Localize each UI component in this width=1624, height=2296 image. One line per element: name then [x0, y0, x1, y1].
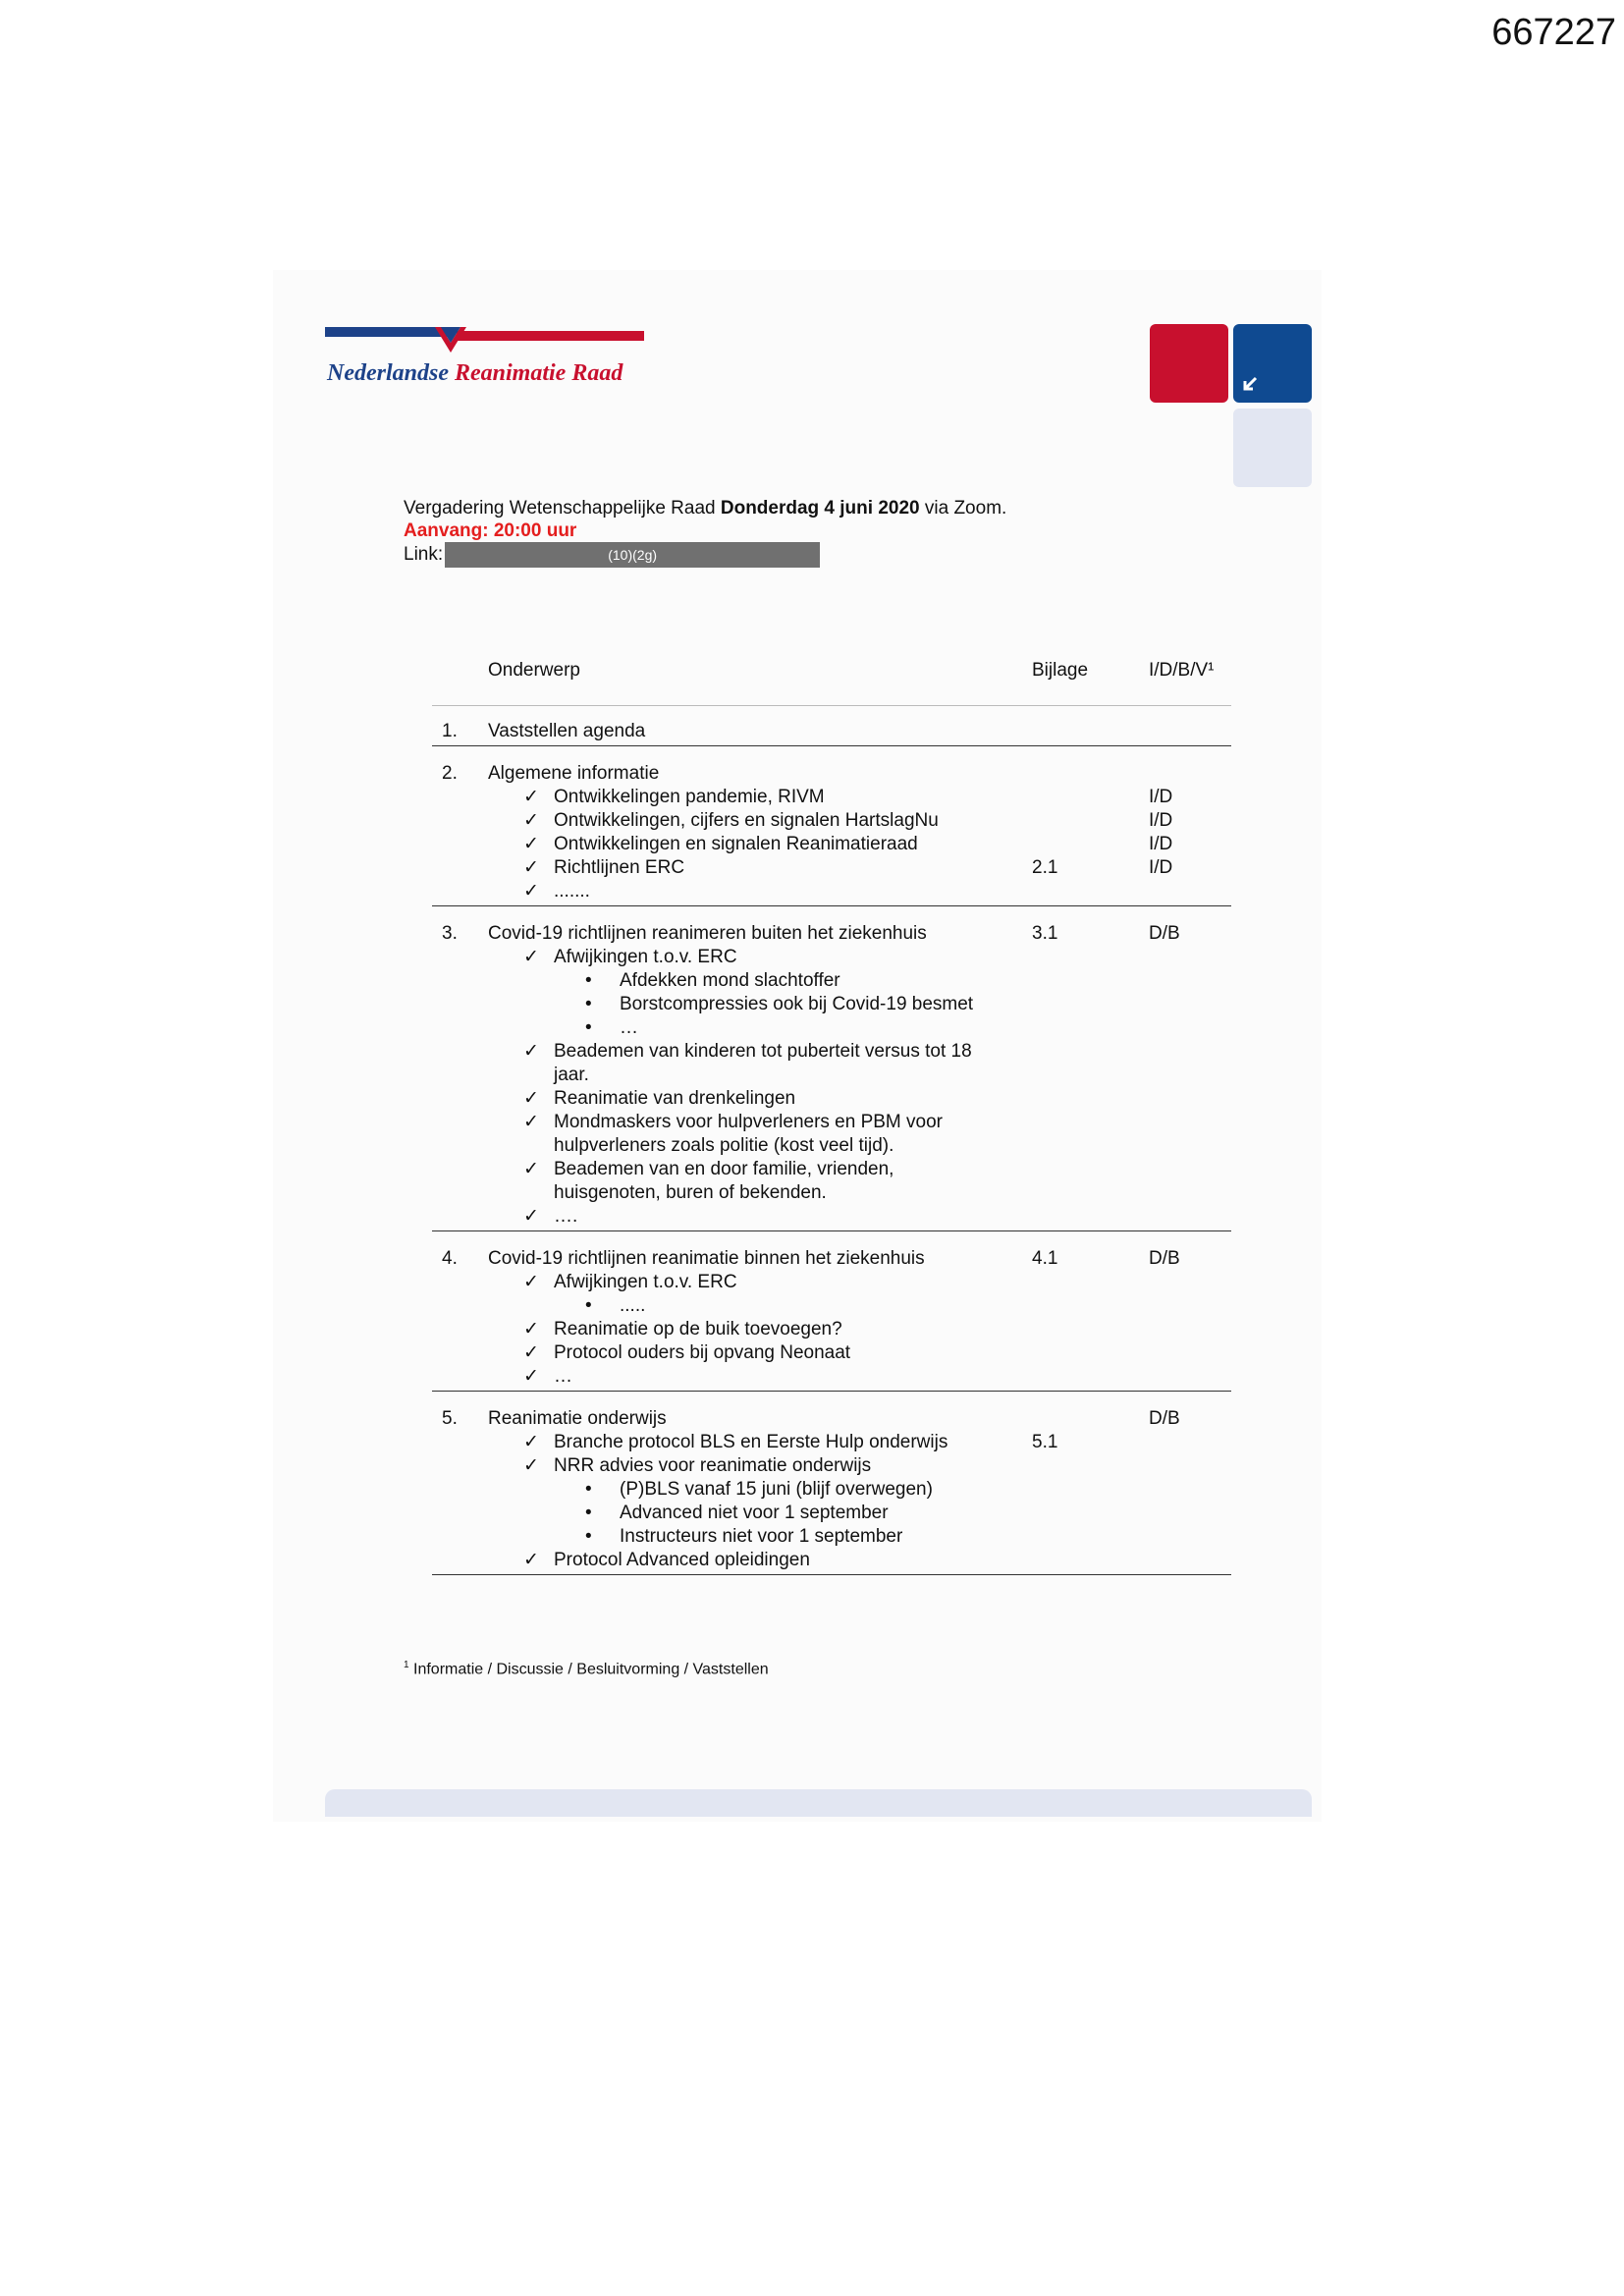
attachment-ref: 4.1	[1032, 1248, 1058, 1269]
agenda-row	[432, 856, 1231, 880]
agenda-row	[432, 1341, 1231, 1365]
agenda-subsubitem: Afdekken mond slachtoffer	[620, 970, 840, 991]
agenda-item-number: 2.	[442, 763, 458, 784]
agenda-subitem: Mondmaskers voor hulpverleners en PBM voor	[554, 1112, 944, 1132]
agenda-section	[432, 706, 1231, 746]
bullet-icon: •	[585, 994, 592, 1014]
item-code: I/D	[1149, 834, 1173, 854]
arrow-down-left-icon	[1239, 373, 1261, 395]
item-code: D/B	[1149, 1248, 1180, 1269]
agenda-item-title: Covid-19 richtlijnen reanimatie binnen het ziekenhuis	[488, 1248, 925, 1269]
agenda-row	[432, 1016, 1231, 1040]
attachment-ref: 3.1	[1032, 923, 1058, 944]
agenda-row	[432, 1478, 1231, 1502]
agenda-row	[432, 786, 1231, 809]
agenda-row	[432, 1205, 1231, 1229]
agenda-subitem: Branche protocol BLS en Eerste Hulp onderwijs	[554, 1432, 948, 1452]
check-icon: ✓	[523, 1112, 539, 1132]
meeting-link	[404, 542, 1006, 568]
agenda-item-number: 3.	[442, 923, 458, 944]
agenda-row	[432, 1431, 1231, 1454]
agenda-row	[432, 1365, 1231, 1389]
agenda-subitem: Ontwikkelingen, cijfers en signalen HartslagNu	[554, 810, 939, 831]
bullet-icon: •	[585, 1295, 592, 1316]
bullet-icon: •	[585, 1503, 592, 1523]
agenda-section	[432, 1231, 1231, 1392]
check-icon: ✓	[523, 1206, 539, 1227]
meeting-title-prefix: Vergadering Wetenschappelijke Raad	[404, 498, 721, 519]
agenda-row	[432, 1247, 1231, 1271]
agenda-subitem: jaar.	[554, 1065, 589, 1085]
agenda-subitem: hulpverleners zoals politie (kost veel tijd).	[554, 1135, 894, 1156]
agenda-row	[432, 1294, 1231, 1318]
agenda-subitem: Protocol Advanced opleidingen	[554, 1550, 810, 1570]
agenda-sections	[432, 706, 1231, 1575]
check-icon: ✓	[523, 1432, 539, 1452]
agenda-row	[432, 1502, 1231, 1525]
check-icon: ✓	[523, 787, 539, 807]
meeting-title-suffix: via Zoom.	[919, 498, 1007, 519]
agenda-row	[432, 969, 1231, 993]
meeting-info	[404, 497, 1006, 568]
redaction-box: (10)(2g)	[445, 542, 820, 568]
agenda-row	[432, 1525, 1231, 1549]
agenda-row	[432, 1407, 1231, 1431]
agenda-item-number: 5.	[442, 1408, 458, 1429]
agenda-row	[432, 833, 1231, 856]
footnote-marker: 1	[404, 1660, 409, 1670]
agenda-subitem: Afwijkingen t.o.v. ERC	[554, 1272, 737, 1292]
agenda-row	[432, 1087, 1231, 1111]
agenda-row	[432, 720, 1231, 743]
attachment-ref: 5.1	[1032, 1432, 1058, 1452]
agenda-item-number: 4.	[442, 1248, 458, 1269]
agenda-section	[432, 746, 1231, 906]
brand-square-pale	[1233, 409, 1312, 487]
agenda-row	[432, 1454, 1231, 1478]
meeting-title	[404, 497, 1006, 519]
check-icon: ✓	[523, 1272, 539, 1292]
agenda-subsubitem: Instructeurs niet voor 1 september	[620, 1526, 903, 1547]
meeting-date: Donderdag 4 juni 2020	[720, 498, 920, 519]
agenda-header	[432, 648, 1231, 706]
agenda-row	[432, 1181, 1231, 1205]
agenda-subitem: NRR advies voor reanimatie onderwijs	[554, 1455, 872, 1476]
agenda-subitem: Protocol ouders bij opvang Neonaat	[554, 1342, 851, 1363]
logo-text	[327, 360, 623, 387]
agenda-row	[432, 1318, 1231, 1341]
check-icon: ✓	[523, 810, 539, 831]
bullet-icon: •	[585, 1479, 592, 1500]
agenda-row	[432, 922, 1231, 946]
agenda-subitem: Beademen van kinderen tot puberteit versus tot 18	[554, 1041, 972, 1062]
check-icon: ✓	[523, 1455, 539, 1476]
check-icon: ✓	[523, 857, 539, 878]
agenda-subsubitem: .....	[620, 1295, 646, 1316]
item-code: I/D	[1149, 787, 1173, 807]
check-icon: ✓	[523, 1159, 539, 1179]
meeting-start-time: Aanvang: 20:00 uur	[404, 520, 577, 541]
agenda-section	[432, 1392, 1231, 1575]
item-code: D/B	[1149, 923, 1180, 944]
agenda-row	[432, 1158, 1231, 1181]
agenda-row	[432, 1134, 1231, 1158]
agenda-item-number: 1.	[442, 721, 458, 741]
agenda-subitem: Reanimatie op de buik toevoegen?	[554, 1319, 842, 1339]
agenda-subitem: Afwijkingen t.o.v. ERC	[554, 947, 737, 967]
agenda-subsubitem: Advanced niet voor 1 september	[620, 1503, 889, 1523]
check-icon: ✓	[523, 834, 539, 854]
agenda-subitem: huisgenoten, buren of bekenden.	[554, 1182, 827, 1203]
footnote-text: Informatie / Discussie / Besluitvorming / Vaststellen	[408, 1661, 769, 1678]
agenda-row	[432, 762, 1231, 786]
agenda-item-title: Vaststellen agenda	[488, 721, 646, 741]
agenda-table	[432, 648, 1231, 1575]
bullet-icon: •	[585, 1526, 592, 1547]
agenda-subitem: Ontwikkelingen pandemie, RIVM	[554, 787, 825, 807]
agenda-item-title: Algemene informatie	[488, 763, 660, 784]
heart-icon	[431, 323, 470, 362]
logo-text-blue: Nederlandse	[327, 360, 449, 386]
agenda-row	[432, 880, 1231, 903]
agenda-subitem: …	[554, 1366, 572, 1387]
agenda-subitem: Richtlijnen ERC	[554, 857, 685, 878]
agenda-subitem: Beademen van en door familie, vrienden,	[554, 1159, 894, 1179]
check-icon: ✓	[523, 1041, 539, 1062]
bullet-icon: •	[585, 1017, 592, 1038]
item-code: I/D	[1149, 857, 1173, 878]
agenda-row	[432, 946, 1231, 969]
agenda-row	[432, 1064, 1231, 1087]
footer-bar	[325, 1789, 1312, 1817]
check-icon: ✓	[523, 881, 539, 902]
agenda-subsubitem: (P)BLS vanaf 15 juni (blijf overwegen)	[620, 1479, 933, 1500]
link-label: Link:	[404, 544, 444, 566]
agenda-item-title: Reanimatie onderwijs	[488, 1408, 667, 1429]
attachment-ref: 2.1	[1032, 857, 1058, 878]
agenda-row	[432, 993, 1231, 1016]
agenda-subsubitem: Borstcompressies ook bij Covid-19 besmet	[620, 994, 974, 1014]
item-code: I/D	[1149, 810, 1173, 831]
check-icon: ✓	[523, 1319, 539, 1339]
agenda-section	[432, 906, 1231, 1231]
check-icon: ✓	[523, 1088, 539, 1109]
agenda-subitem: Reanimatie van drenkelingen	[554, 1088, 796, 1109]
agenda-row	[432, 1549, 1231, 1572]
item-code: D/B	[1149, 1408, 1180, 1429]
logo-red-bar	[457, 331, 644, 341]
header-attachment: Bijlage	[1032, 660, 1089, 681]
agenda-row	[432, 1040, 1231, 1064]
document-id: 667227	[1491, 12, 1616, 53]
agenda-subsubitem: …	[620, 1017, 638, 1038]
check-icon: ✓	[523, 1366, 539, 1387]
agenda-subitem: Ontwikkelingen en signalen Reanimatieraad	[554, 834, 918, 854]
check-icon: ✓	[523, 947, 539, 967]
bullet-icon: •	[585, 970, 592, 991]
agenda-row	[432, 809, 1231, 833]
agenda-row	[432, 1111, 1231, 1134]
header-code: I/D/B/V¹	[1149, 660, 1215, 681]
nrr-logo	[325, 323, 644, 392]
footnote	[404, 1660, 769, 1678]
check-icon: ✓	[523, 1550, 539, 1570]
agenda-subitem: .......	[554, 881, 590, 902]
logo-text-red: Reanimatie Raad	[454, 360, 623, 386]
agenda-item-title: Covid-19 richtlijnen reanimeren buiten het ziekenhuis	[488, 923, 927, 944]
agenda-row	[432, 1271, 1231, 1294]
check-icon: ✓	[523, 1342, 539, 1363]
header-topic: Onderwerp	[488, 660, 580, 681]
agenda-subitem: ….	[554, 1206, 578, 1227]
brand-square-red	[1150, 324, 1228, 403]
